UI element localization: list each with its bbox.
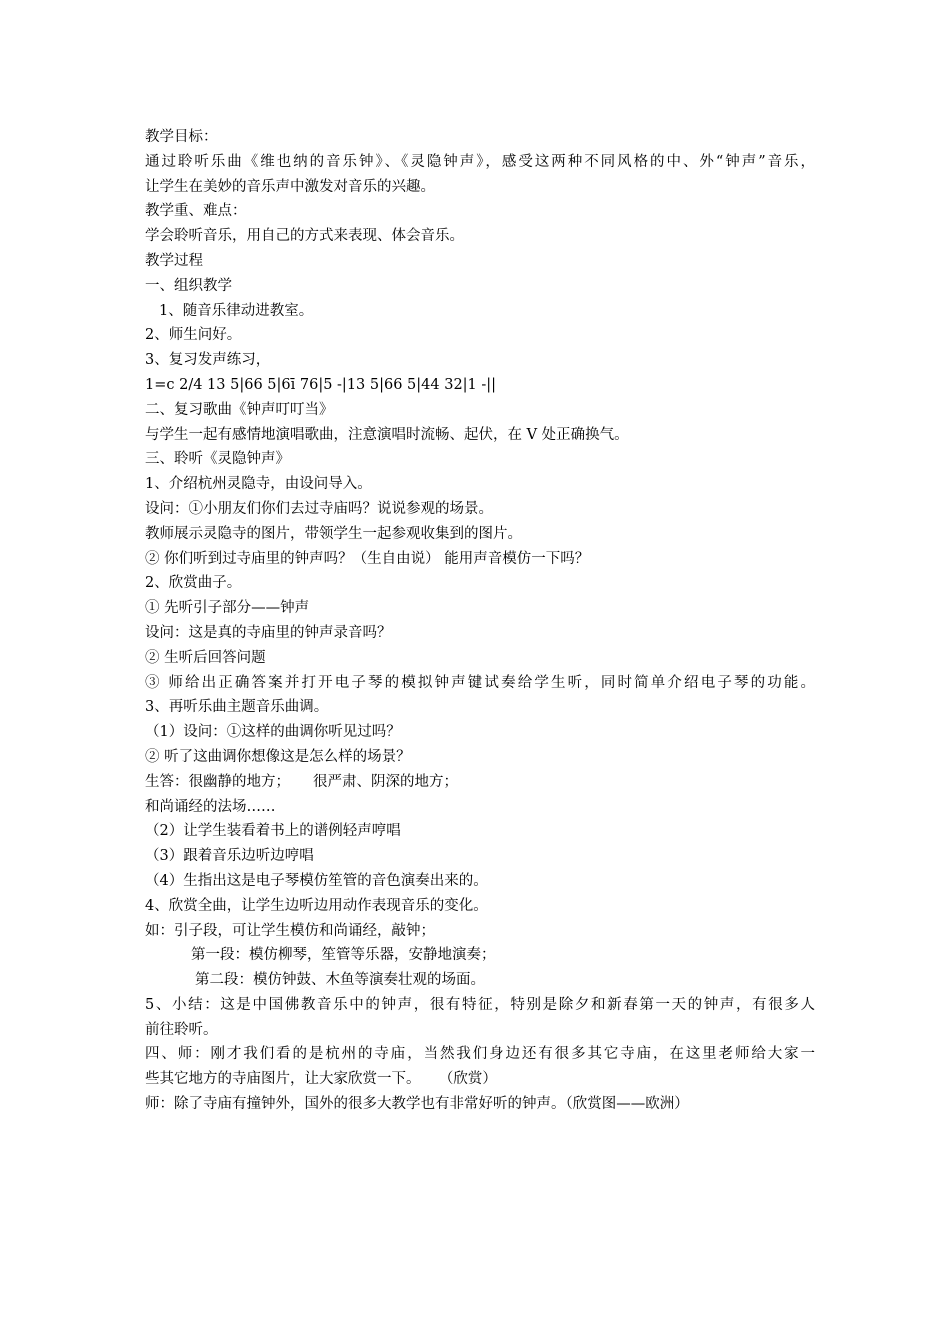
notation-line: 1=c 2/4 13 5|66 5|6ī 76|5 -|13 5|66 5|44 32|1 -|| <box>145 376 497 393</box>
paragraph-line: ③ 师给出正确答案并打开电子琴的模拟钟声键试奏给学生听，同时简单介绍电子琴的功能。 <box>145 674 815 691</box>
paragraph-line: 与学生一起有感情地演唱歌曲，注意演唱时流畅、起伏，在 V 处正确换气。 <box>145 426 629 443</box>
paragraph-line: 师：除了寺庙有撞钟外，国外的很多大教学也有非常好听的钟声。（欣赏图——欧洲） <box>145 1096 689 1113</box>
paragraph-line: （3）跟着音乐边听边哼唱 <box>145 848 314 865</box>
paragraph-line: 教师展示灵隐寺的图片，带领学生一起参观收集到的图片。 <box>145 525 522 542</box>
heading-key-points: 教学重、难点： <box>145 203 247 220</box>
list-item: 1、介绍杭州灵隐寺，由设问导入。 <box>145 476 372 493</box>
section-heading: 一、组织教学 <box>145 277 232 294</box>
paragraph-line: 让学生在美妙的音乐声中激发对音乐的兴趣。 <box>145 178 435 195</box>
paragraph-line: 些其它地方的寺庙图片，让大家欣赏一下。 （欣赏） <box>145 1071 497 1088</box>
list-item: 3、复习发声练习， <box>145 352 271 369</box>
paragraph-line: 前往聆听。 <box>145 1021 218 1038</box>
list-item: 4、欣赏全曲，让学生边听边用动作表现音乐的变化。 <box>145 897 488 914</box>
paragraph-line: 学会聆听音乐，用自己的方式来表现、体会音乐。 <box>145 228 464 245</box>
paragraph-line: 第一段：模仿柳琴，笙管等乐器，安静地演奏； <box>191 947 496 964</box>
paragraph-line: ② 生听后回答问题 <box>145 649 266 666</box>
section-heading: 二、复习歌曲《钟声叮叮当》 <box>145 401 334 418</box>
paragraph-line: 四、师：刚才我们看的是杭州的寺庙，当然我们身边还有很多其它寺庙，在这里老师给大家一 <box>145 1046 815 1063</box>
paragraph-line: 生答：很幽静的地方； 很严肃、阴深的地方； <box>145 773 459 790</box>
paragraph-line: 通过聆听乐曲《维也纳的音乐钟》、《灵隐钟声》，感受这两种不同风格的中、外“钟声”音乐， <box>145 153 815 170</box>
paragraph-line: 和尚诵经的法场…… <box>145 798 276 815</box>
document-body <box>145 125 815 1117</box>
list-item: 2、欣赏曲子。 <box>145 575 242 592</box>
list-item: 2、师生问好。 <box>145 327 242 344</box>
heading-process: 教学过程 <box>145 252 203 269</box>
paragraph-line: 5、小结：这是中国佛教音乐中的钟声，很有特征，特别是除夕和新春第一天的钟声，有很多人 <box>145 996 815 1013</box>
paragraph-line: 第二段：模仿钟鼓、木鱼等演奏壮观的场面。 <box>195 972 485 989</box>
paragraph-line: ② 听了这曲调你想像这是怎么样的场景？ <box>145 748 411 765</box>
paragraph-line: （4）生指出这是电子琴模仿笙管的音色演奏出来的。 <box>145 872 488 889</box>
paragraph-line: 如：引子段，可让学生模仿和尚诵经，敲钟； <box>145 922 435 939</box>
paragraph-line: 设问：①小朋友们你们去过寺庙吗？说说参观的场景。 <box>145 500 493 517</box>
heading-objectives: 教学目标： <box>145 129 218 145</box>
paragraph-line: ① 先听引子部分——钟声 <box>145 600 310 617</box>
paragraph-line: （1）设问：①这样的曲调你听见过吗？ <box>145 724 401 741</box>
list-item: 3、再听乐曲主题音乐曲调。 <box>145 699 329 716</box>
paragraph-line: ② 你们听到过寺庙里的钟声吗？（生自由说） 能用声音模仿一下吗？ <box>145 550 590 567</box>
list-item: 1、随音乐律动进教室。 <box>159 302 314 319</box>
paragraph-line: （2）让学生装看着书上的谱例轻声哼唱 <box>145 823 401 840</box>
section-heading: 三、聆听《灵隐钟声》 <box>145 451 290 468</box>
paragraph-line: 设问：这是真的寺庙里的钟声录音吗？ <box>145 624 392 641</box>
